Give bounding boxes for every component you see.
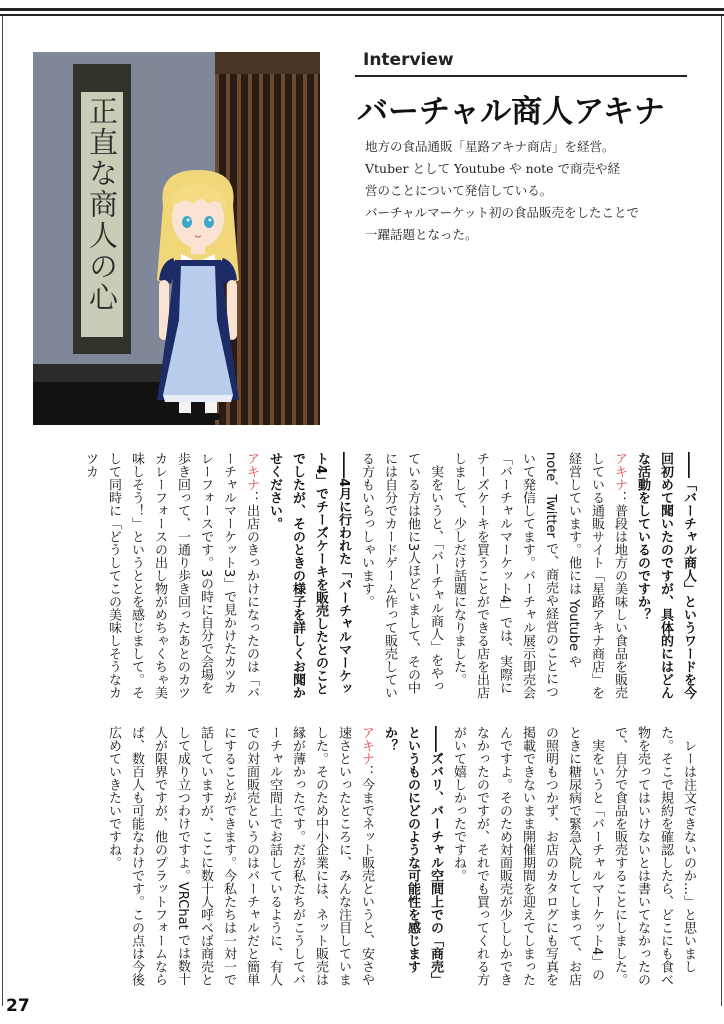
intro-line: Vtuber として Youtube や note で商売や経	[365, 161, 621, 176]
speaker-name: アキナ	[244, 452, 259, 491]
intro-line: 一躍話題となった。	[365, 227, 478, 242]
article-title: バーチャル商人アキナ	[357, 94, 665, 130]
header-rule	[355, 75, 687, 77]
paragraph-text: 実をいうと、「バーチャル商人」をやっている方は他に3人ほどいまして、その中には自分でカードゲーム作って販売している方もいらっしゃいます。	[359, 452, 443, 699]
speaker-name: アキナ	[359, 726, 374, 765]
page-left-border	[2, 16, 3, 1006]
interview-answer	[79, 452, 263, 700]
interview-answer	[447, 452, 631, 700]
answer-paragraph	[608, 726, 700, 986]
answer-paragraph	[447, 726, 608, 986]
intro-line: 営のことについて発信している。	[365, 183, 553, 198]
paragraph-text: 実をいうと「バーチャルマーケット4」のときに糖尿病で緊急入院してしまって、お店の照明もつかず、お店のカタログにも写真を掲載できないまま開催期間を迎えてしまったんですよ。そのため対面販売が少ししかできなかったのですが、それでも買ってくれる方がいて嬉しかったですね。	[451, 726, 604, 986]
paragraph-text: ――「バーチャル商人」というワードを今回初めて聞いたのですが、具体的にはどんな活動をしているのですか？	[635, 452, 696, 699]
page-number: 27	[6, 996, 30, 1016]
paragraph-text: ――ズバリ、バーチャル空間上での「商売」というものにどのような可能性を感じますか？	[382, 726, 443, 986]
page-right-border	[721, 16, 722, 1006]
interview-answer	[102, 726, 378, 986]
top-double-rule-lower	[0, 14, 724, 16]
intro-line: バーチャルマーケット初の食品販売をしたことで	[365, 205, 640, 220]
article-column-lower	[28, 726, 700, 986]
article-column-upper	[28, 452, 700, 700]
lattice-screen-top	[215, 52, 320, 74]
section-label: Interview	[363, 50, 454, 70]
scroll-calligraphy: 正直な商人の心	[85, 96, 119, 313]
interview-question	[263, 452, 355, 700]
intro-line: 地方の食品通販「星路アキナ商店」を経営。	[365, 139, 615, 154]
profile-intro	[365, 136, 695, 246]
answer-paragraph	[355, 452, 447, 700]
top-double-rule-upper	[0, 8, 724, 11]
paragraph-text: ――4月に行われた「バーチャルマーケット4」でチーズケーキを販売したとのことでしたが、そのときの様子を詳しくお聞かせください。	[267, 452, 351, 699]
interview-illustration	[33, 52, 320, 425]
paragraph-text: レーは注文できないのか…」と思いました。そこで規約を確認したら、どこにも食べ物を売ってはいけないとは書いてなかったので、自分で食品を販売することにしました。	[612, 726, 696, 986]
paragraph-text: ：出店のきっかけになったのは「バーチャルマーケット3」で見かけたカツカレーフォースです。3の時に自分で会場を歩き回って、一通り歩き回ったあとのカツカレーフォースの出し物がめちゃくちゃ美味しそう！」というととを感じまして。そして同時に「どうしてこの美味しそうなカツカ	[83, 452, 259, 699]
interview-question	[631, 452, 700, 700]
avatar-character	[133, 170, 263, 420]
paragraph-text: ：今までネット販売というと、安さや速さといったところに、みんな注目していました。そのため中小企業には、ネット販売は縁が薄かったです。だが私たちがこうしてバーチャル空間上でお話しているように、有人での対面販売というのはバーチャルだと簡単にすることができます。今私たちは一対一で話していますが、ここに数十人呼べば商売として成り立つわけですよ。VRChat では数十人が限界ですが、他のプラットフォームならば、数百人も可能なわけです。この点は今後広めていきたいですね。	[106, 726, 374, 986]
speaker-name: アキナ	[612, 452, 627, 491]
interview-question	[378, 726, 447, 986]
paragraph-text: ：普段は地方の美味しい食品を販売している通販サイト「星路アキナ商店」を経営しています。他には Youtube や note、Twitter で、商売や経営のことについて発信してます。バーチャル展示即売会「バーチャルマーケット4」では、実際にチーズケーキを買うことができる店を出店しまして、少しだけ話題になりました。	[451, 452, 627, 699]
